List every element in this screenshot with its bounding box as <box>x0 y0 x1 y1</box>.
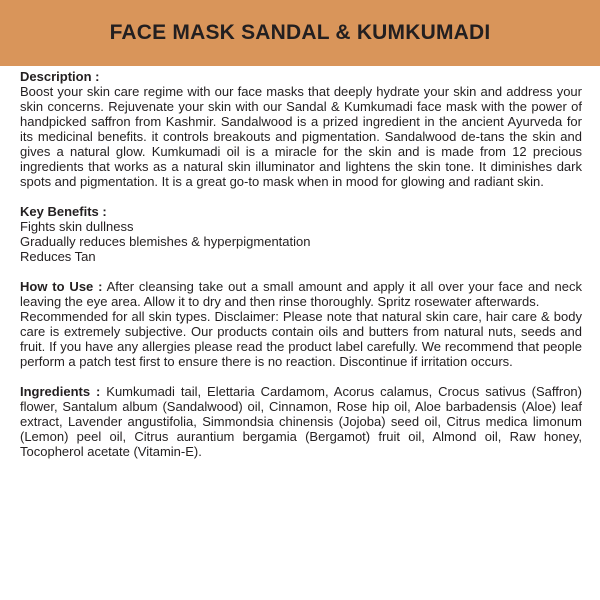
description-section <box>20 69 582 189</box>
ingredients-section <box>20 384 582 459</box>
how-to-use-text: After cleansing take out a small amount and apply it all over your face and neck leaving the eye area. Allow it to dry and then rinse thoroughly. Spritz rosewater afterwards. <box>20 279 582 309</box>
how-to-use-paragraph <box>20 279 582 309</box>
key-benefits-section <box>20 204 582 264</box>
ingredients-heading: Ingredients : <box>20 384 101 399</box>
description-heading: Description : <box>20 69 100 84</box>
ingredients-text: Kumkumadi tail, Elettaria Cardamom, Acorus calamus, Crocus sativus (Saffron) flower, Santalum album (Sandalwood) oil, Cinnamon, Rose hip oil, Aloe barbadensis (Aloe) leaf extract, Lavender angustifolia, Simmondsia chinensis (Jojoba) seed oil, Citrus medica limonum (Lemon) peel oil, Citrus aurantium bergamia (Bergamot) fruit oil, Almond oil, Raw honey, Tocopherol acetate (Vitamin-E). <box>20 384 582 459</box>
how-to-use-heading: How to Use : <box>20 279 103 294</box>
benefit-item: Reduces Tan <box>20 249 96 264</box>
key-benefits-heading: Key Benefits : <box>20 204 107 219</box>
product-details <box>20 69 582 474</box>
disclaimer-text: Recommended for all skin types. Disclaimer: Please note that natural skin care, hair care & body care is extremely subjective. Our products contain oils and butters from natural nuts, seeds and fruit. If you have any allergies please read the product label carefully. We recommend that people perform a patch test first to ensure there is no reaction. Discontinue if irritation occurs. <box>20 309 582 369</box>
description-text: Boost your skin care regime with our face masks that deeply hydrate your skin and address your skin concerns. Rejuvenate your skin with our Sandal & Kumkumadi face mask with the power of handpicked saffron from Kashmir. Sandalwood is a prized ingredient in the ancient Ayurveda for its medicinal benefits. it controls breakouts and pigmentation. Sandalwood de-tans the skin and gives a natural glow. Kumkumadi oil is a miracle for the skin and is made from 12 precious ingredients that works as a natural skin illuminator and lightens the skin tone. It diminishes dark spots and pigmentation. It is a great go-to mask when in mood for glowing and radiant skin. <box>20 84 582 189</box>
benefit-item: Fights skin dullness <box>20 219 134 234</box>
benefit-item: Gradually reduces blemishes & hyperpigmentation <box>20 234 311 249</box>
page-title: FACE MASK SANDAL & KUMKUMADI <box>109 21 491 44</box>
how-to-use-section <box>20 279 582 369</box>
ingredients-paragraph <box>20 384 582 459</box>
title-banner <box>0 0 600 66</box>
